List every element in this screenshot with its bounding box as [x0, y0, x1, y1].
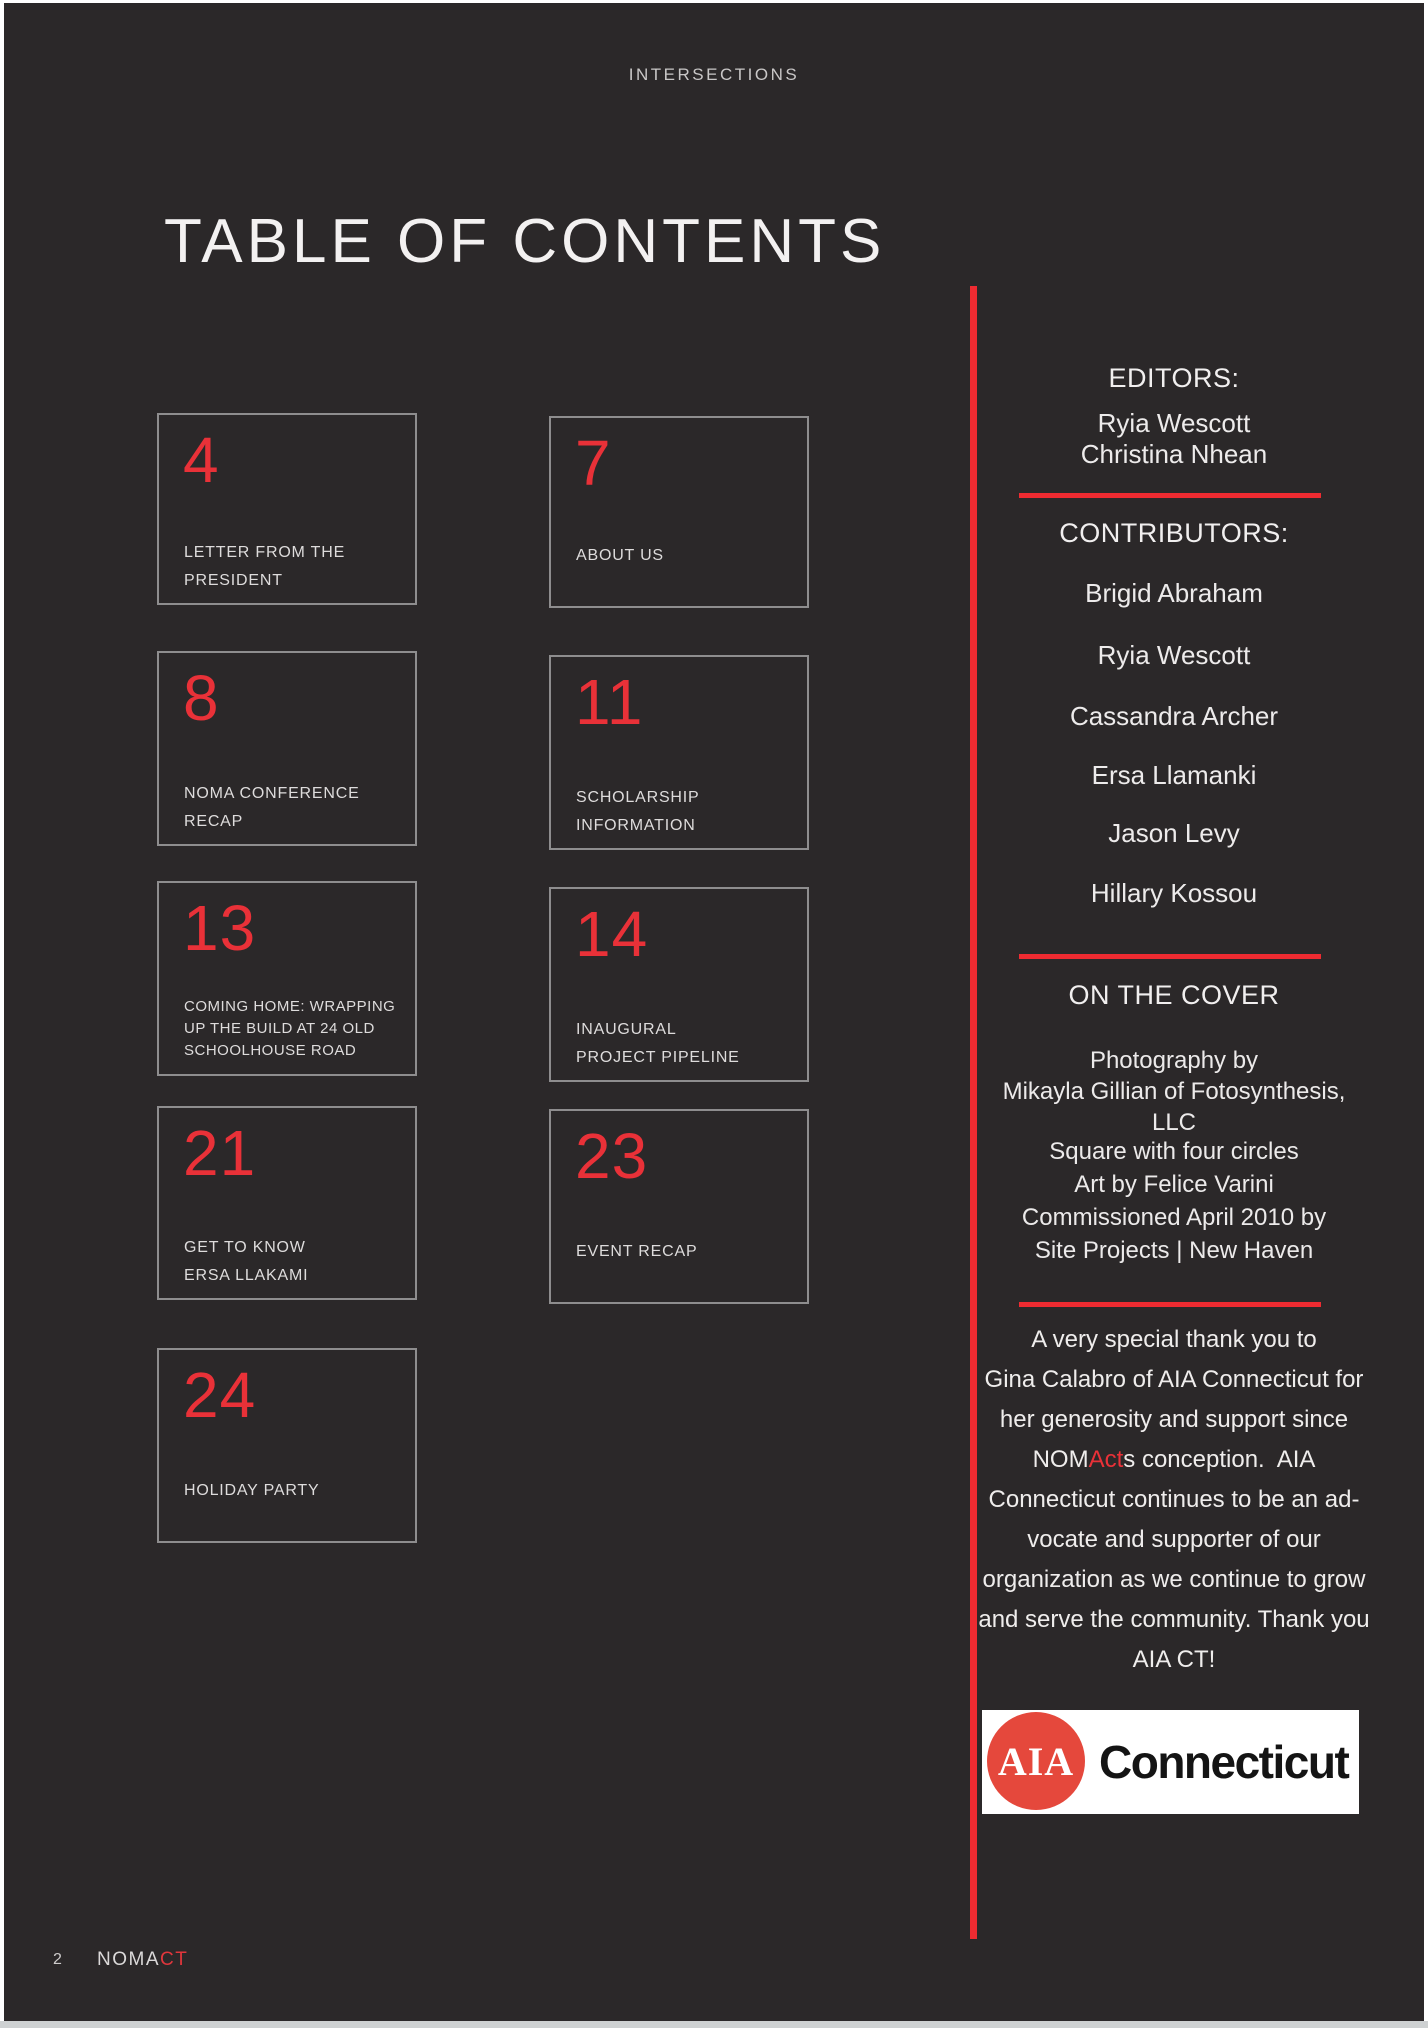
- footer-brand: [97, 1949, 188, 1971]
- publication-name: INTERSECTIONS: [628, 65, 800, 84]
- thanks-line: AIA CT!: [1132, 1646, 1216, 1673]
- toc-page-number: 24: [183, 1359, 257, 1431]
- toc-label-line: INAUGURAL: [576, 1021, 677, 1038]
- thanks-line: organization as we continue to grow: [982, 1566, 1366, 1593]
- toc-page-number: 14: [575, 898, 649, 970]
- toc-label-line: RECAP: [184, 813, 244, 830]
- editor-name: Ryia Wescott: [1097, 408, 1251, 438]
- page-title: TABLE OF CONTENTS: [164, 207, 886, 276]
- page-bottom-edge: [0, 2021, 1428, 2028]
- contributor-name: Cassandra Archer: [1069, 701, 1279, 731]
- aia-logo-circle-icon: [987, 1712, 1085, 1810]
- toc-item-23: [549, 1109, 809, 1304]
- toc-label-line: ERSA LLAKAMI: [184, 1267, 309, 1284]
- thanks-line: [978, 1440, 1370, 1480]
- cover-art-line: Site Projects | New Haven: [1034, 1237, 1314, 1264]
- toc-page-number: 8: [183, 662, 220, 734]
- vertical-divider-rule: [970, 286, 977, 1939]
- cover-art-line: Art by Felice Varini: [1074, 1171, 1274, 1198]
- toc-item-label: [184, 1477, 405, 1533]
- toc-label-line: ABOUT US: [576, 547, 664, 564]
- thanks-text: NOM: [1032, 1446, 1089, 1473]
- toc-item-11: [549, 655, 809, 850]
- thank-you-paragraph: [978, 1320, 1370, 1680]
- editor-name: Christina Nhean: [1080, 439, 1268, 469]
- toc-item-label: [184, 1234, 405, 1290]
- thanks-line: Gina Calabro of AIA Connecticut for: [984, 1366, 1364, 1393]
- section-divider-rule: [1019, 1302, 1321, 1307]
- toc-page-number: 11: [575, 666, 644, 738]
- contributor-name: Ersa Llamanki: [1091, 760, 1257, 790]
- magazine-page: [4, 3, 1424, 2021]
- toc-label-line: PROJECT PIPELINE: [576, 1049, 740, 1066]
- footer-page-number: 2: [53, 1951, 63, 1968]
- toc-page-number: 23: [575, 1120, 649, 1192]
- toc-label-line: HOLIDAY PARTY: [184, 1482, 320, 1499]
- toc-item-label: [576, 1238, 797, 1294]
- toc-item-label: [576, 784, 797, 840]
- toc-item-label: [576, 542, 797, 598]
- cover-credit-line: Mikayla Gillian of Fotosynthesis, LLC: [1002, 1078, 1346, 1136]
- aia-monogram: AIA: [997, 1738, 1075, 1784]
- section-divider-rule: [1019, 954, 1321, 959]
- toc-item-label: [184, 539, 405, 595]
- aia-connecticut-logo: [982, 1710, 1359, 1814]
- thanks-line: her generosity and support since: [999, 1406, 1349, 1433]
- toc-label-line: COMING HOME: WRAPPING: [184, 998, 396, 1015]
- editors-names: [978, 408, 1370, 470]
- cover-photography-credit: [978, 1045, 1370, 1138]
- toc-item-21: [157, 1106, 417, 1300]
- thanks-text: s conception. AIA: [1123, 1446, 1316, 1473]
- toc-page-number: 4: [183, 424, 220, 496]
- cover-art-line: Square with four circles: [1049, 1138, 1299, 1165]
- cover-artwork-credit: [978, 1135, 1370, 1267]
- thanks-line: and serve the community. Thank you: [978, 1606, 1370, 1633]
- toc-label-line: SCHOLARSHIP: [576, 789, 700, 806]
- cover-credit-line: Photography by: [1089, 1047, 1259, 1074]
- contributor-name: Ryia Wescott: [1097, 640, 1251, 670]
- contributor-name: Hillary Kossou: [1090, 878, 1258, 908]
- toc-item-4: [157, 413, 417, 605]
- contributors-heading: CONTRIBUTORS:: [1059, 518, 1289, 548]
- contributor-name: Brigid Abraham: [1085, 578, 1263, 608]
- toc-label-line: UP THE BUILD AT 24 OLD: [184, 1020, 375, 1037]
- thanks-line: Connecticut continues to be an ad-: [988, 1486, 1360, 1513]
- toc-item-label: [184, 996, 405, 1062]
- toc-item-label: [576, 1016, 797, 1072]
- toc-item-7: [549, 416, 809, 608]
- toc-page-number: 21: [183, 1117, 257, 1189]
- toc-label-line: SCHOOLHOUSE ROAD: [184, 1042, 357, 1059]
- thanks-line: A very special thank you to: [1031, 1326, 1317, 1353]
- footer-brand-ct: CT: [160, 1949, 189, 1970]
- on-the-cover-heading: ON THE COVER: [1068, 980, 1280, 1010]
- toc-label-line: INFORMATION: [576, 817, 696, 834]
- toc-item-label: [184, 780, 405, 836]
- thanks-line: vocate and supporter of our: [1027, 1526, 1321, 1553]
- toc-item-24: [157, 1348, 417, 1543]
- toc-item-14: [549, 887, 809, 1082]
- footer-brand-noma: NOMA: [97, 1949, 160, 1970]
- contributor-name: Jason Levy: [1108, 818, 1240, 848]
- editors-heading: EDITORS:: [1108, 363, 1240, 393]
- section-divider-rule: [1019, 493, 1321, 498]
- aia-wordmark: Connecticut: [1099, 1736, 1349, 1788]
- toc-page-number: 13: [183, 892, 257, 964]
- cover-art-line: Commissioned April 2010 by: [1021, 1204, 1327, 1231]
- toc-label-line: EVENT RECAP: [576, 1243, 698, 1260]
- toc-page-number: 7: [575, 427, 612, 499]
- thanks-text-red: Act: [1088, 1446, 1124, 1473]
- toc-label-line: GET TO KNOW: [184, 1239, 306, 1256]
- toc-label-line: LETTER FROM THE: [184, 544, 346, 561]
- toc-item-13: [157, 881, 417, 1076]
- toc-item-8: [157, 651, 417, 846]
- toc-label-line: NOMA CONFERENCE: [184, 785, 360, 802]
- toc-label-line: PRESIDENT: [184, 572, 283, 589]
